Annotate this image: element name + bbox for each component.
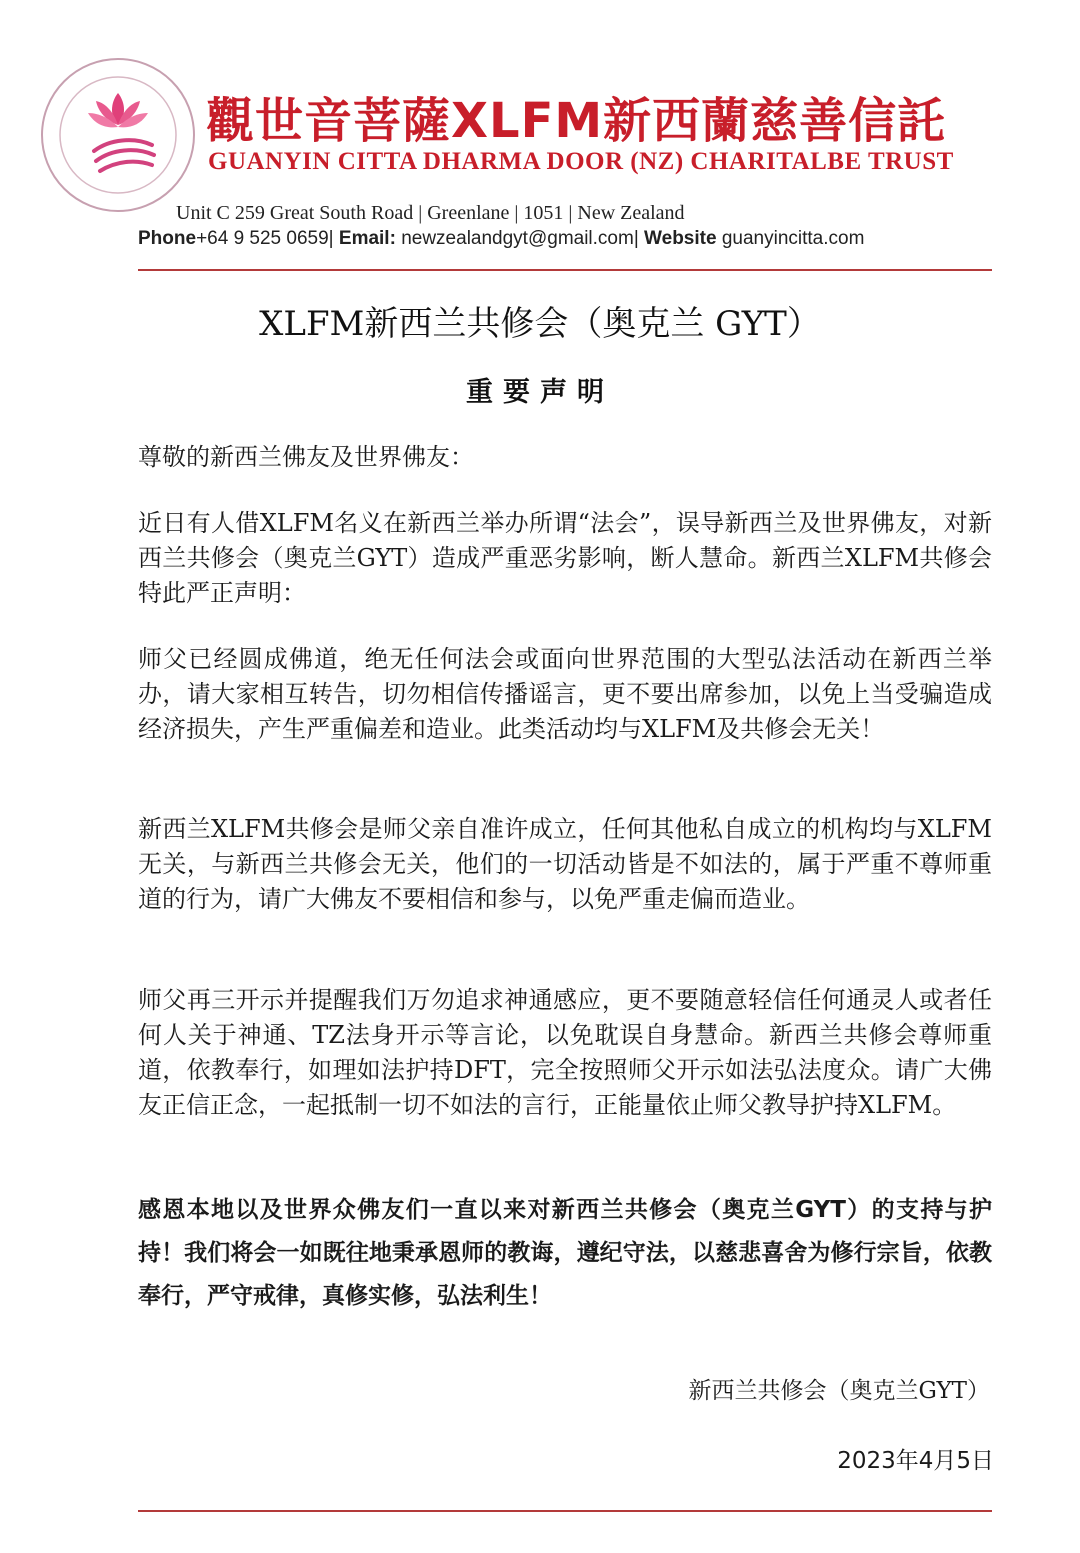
- closing-paragraph: 感恩本地以及世界众佛友们一直以来对新西兰共修会（奥克兰GYT）的支持与护持！我们将会一如既往地秉承恩师的教诲，遵纪守法，以慈悲喜舍为修行宗旨，依教奉行，严守戒律，真修实修，弘法利生！: [138, 1197, 992, 1309]
- contact-line: [138, 228, 864, 250]
- org-name-chinese: 觀世音菩薩XLFM新西蘭慈善信託: [206, 93, 947, 149]
- website-label: Website: [644, 228, 717, 249]
- trust-seal-logo: [38, 55, 198, 215]
- paragraph-4: 师父再三开示并提醒我们万勿追求神通感应，更不要随意轻信任何通灵人或者任何人关于神通、TZ法身开示等言论，以免耽误自身慧命。新西兰共修会尊师重道，依教奉行，如理如法护持DFT，完全按照师父开示如法弘法度众。请广大佛友正信正念，一起抵制一切不如法的言行，正能量依止师父教导护持XLFM。: [138, 986, 992, 1119]
- email-link[interactable]: newzealandgyt@gmail.com|: [401, 228, 639, 249]
- phone-value: +64 9 525 0659|: [196, 228, 334, 249]
- wave-icon: [94, 140, 154, 171]
- document-subtitle: 重要声明: [466, 377, 614, 408]
- date: 2023年4月5日: [837, 1448, 994, 1474]
- address-line: Unit C 259 Great South Road | Greenlane | 1051 | New Zealand: [176, 202, 685, 224]
- header-divider: [138, 269, 992, 271]
- email-label: Email:: [338, 228, 396, 249]
- lotus-icon: [88, 93, 148, 127]
- paragraph-3: 新西兰XLFM共修会是师父亲自准许成立，任何其他私自成立的机构均与XLFM无关，与新西兰共修会无关，他们的一切活动皆是不如法的，属于严重不尊师重道的行为，请广大佛友不要相信和参与，以免严重走偏而造业。: [138, 815, 992, 913]
- greeting: 尊敬的新西兰佛友及世界佛友：: [138, 443, 474, 471]
- paragraph-2: 师父已经圆成佛道，绝无任何法会或面向世界范围的大型弘法活动在新西兰举办，请大家相互转告，切勿相信传播谣言，更不要出席参加，以免上当受骗造成经济损失，产生严重偏差和造业。此类活动均与XLFM及共修会无关！: [138, 645, 992, 743]
- paragraph-1: 近日有人借XLFM名义在新西兰举办所谓“法会”，误导新西兰及世界佛友，对新西兰共修会（奥克兰GYT）造成严重恶劣影响，断人慧命。新西兰XLFM共修会特此严正声明：: [138, 509, 992, 607]
- website-link[interactable]: guanyincitta.com: [721, 228, 865, 249]
- document-title: XLFM新西兰共修会（奥克兰 GYT）: [259, 304, 821, 344]
- org-name-english: GUANYIN CITTA DHARMA DOOR (NZ) CHARITALBE TRUST: [208, 148, 954, 175]
- phone-label: Phone: [138, 228, 197, 249]
- footer-divider: [138, 1510, 992, 1512]
- signature: 新西兰共修会（奥克兰GYT）: [688, 1378, 990, 1404]
